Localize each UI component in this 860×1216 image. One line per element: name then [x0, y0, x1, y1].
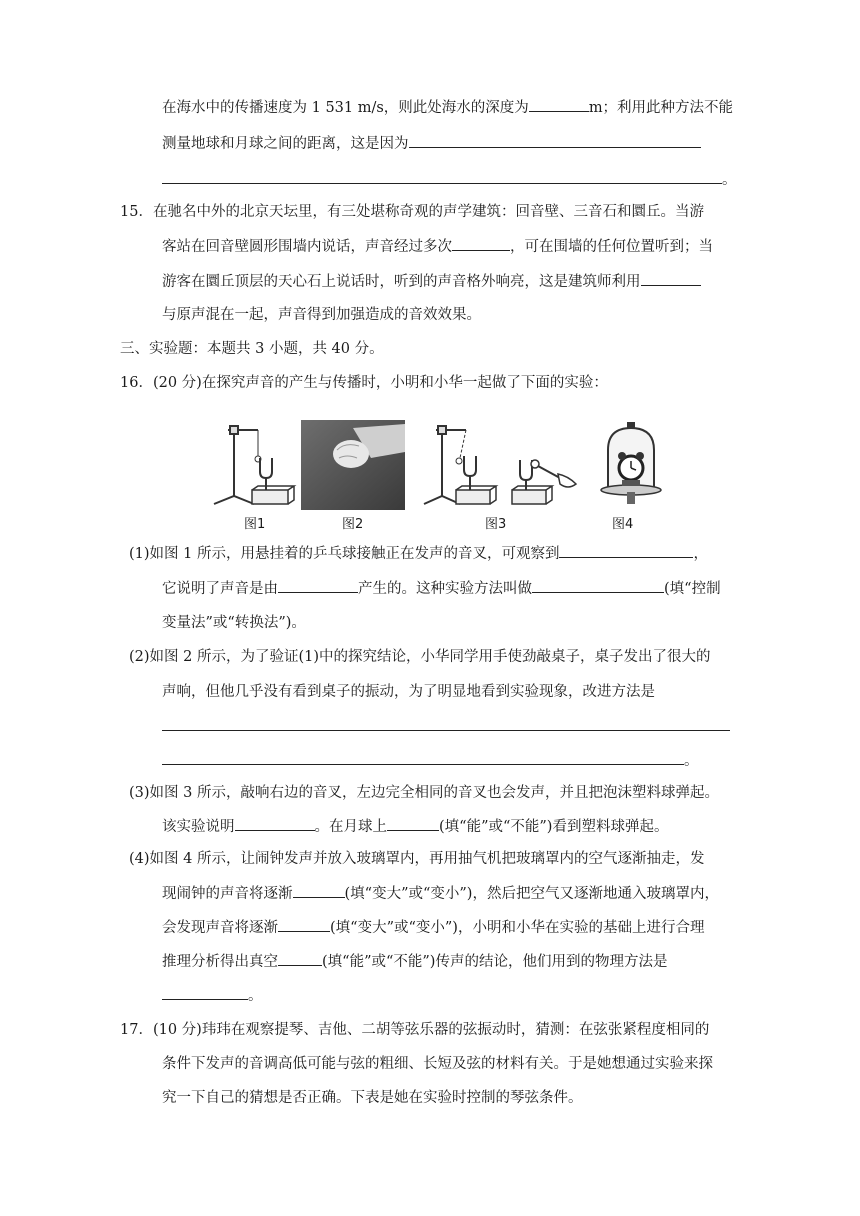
text-segment: 条件下发声的音调高低可能与弦的粗细、长短及弦的材料有关。于是她想通过实验来探: [162, 1056, 713, 1072]
text-segment: (填“变大”或“变小”)，然后把空气又逐渐地通入玻璃罩内，: [344, 886, 719, 902]
text-segment: 17．(10 分)玮玮在观察提琴、吉他、二胡等弦乐器的弦振动时，猜测：在弦张紧程度相同的: [120, 1022, 710, 1038]
text-segment: 。: [248, 988, 263, 1004]
answer-blank: [162, 716, 730, 731]
text-segment: (填“能”或“不能”)看到塑料球弹起。: [439, 819, 669, 835]
text-line: [162, 716, 730, 737]
text-segment: 在海水中的传播速度为 1 531 m/s，则此处海水的深度为: [162, 100, 529, 116]
text-segment: 会发现声音将逐渐: [162, 920, 278, 936]
text-segment: 它说明了声音是由: [162, 581, 278, 597]
text-segment: 。: [722, 172, 737, 188]
answer-blank: [641, 271, 701, 286]
text-line: [162, 271, 701, 292]
text-segment: 15．在驰名中外的北京天坛里，有三处堪称奇观的声学建筑：回音壁、三音石和圜丘。当游: [120, 204, 704, 220]
text-segment: 现闹钟的声音将逐渐: [162, 886, 293, 902]
text-line: [129, 849, 704, 869]
text-segment: 产生的。这种实验方法叫做: [358, 581, 532, 597]
answer-blank: [235, 816, 315, 831]
figure-2-caption: 图2: [342, 517, 364, 532]
text-line: [162, 816, 668, 837]
text-line: [162, 951, 667, 972]
answer-blank: [559, 543, 693, 558]
figure-1-illustration: [208, 420, 298, 512]
text-line: [120, 373, 608, 393]
text-segment: 三、实验题：本题共 3 小题，共 40 分。: [120, 341, 384, 357]
figure-1-caption: 图1: [244, 517, 266, 532]
text-line: [129, 783, 719, 803]
text-segment: 游客在圜丘顶层的天心石上说话时，听到的声音格外响亮，这是建筑师利用: [162, 274, 641, 290]
text-segment: (4)如图 4 所示，让闹钟发声并放入玻璃罩内，再用抽气机把玻璃罩内的空气逐渐抽走，发: [129, 851, 705, 867]
text-line: [129, 647, 711, 667]
answer-blank: [529, 97, 589, 112]
answer-blank: [278, 951, 322, 966]
text-segment: 。在月球上: [314, 819, 387, 835]
text-segment: 。: [684, 753, 699, 769]
text-line: [162, 750, 699, 771]
text-line: [162, 985, 263, 1006]
figure-2-photo: [301, 420, 405, 510]
text-line: [120, 339, 384, 359]
text-line: [162, 236, 713, 257]
text-line: [162, 169, 737, 190]
text-segment: (3)如图 3 所示，敲响右边的音叉，左边完全相同的音叉也会发声，并且把泡沫塑料球弹起。: [129, 785, 719, 801]
text-line: [120, 1020, 709, 1040]
answer-blank: [387, 816, 439, 831]
answer-blank: [278, 578, 358, 593]
answer-blank: [452, 236, 510, 251]
text-segment: 究一下自己的猜想是否正确。下表是她在实验时控制的琴弦条件。: [162, 1090, 583, 1106]
text-segment: m；利用此种方法不能: [588, 100, 734, 116]
text-line: [129, 543, 708, 564]
answer-blank: [162, 985, 248, 1000]
text-segment: 变量法”或“转换法”)。: [162, 615, 306, 631]
text-line: [162, 613, 306, 633]
text-segment: 该实验说明: [162, 819, 235, 835]
text-segment: (填“控制: [664, 581, 721, 597]
figure-4-illustration: [596, 420, 666, 512]
text-line: [120, 202, 704, 222]
text-line: [162, 305, 481, 325]
answer-blank: [162, 750, 684, 765]
figure-4-caption: 图4: [612, 517, 634, 532]
answer-blank: [532, 578, 664, 593]
text-segment: 与原声混在一起，声音得到加强造成的音效效果。: [162, 307, 481, 323]
text-segment: 推理分析得出真空: [162, 954, 278, 970]
text-segment: 16．(20 分)在探究声音的产生与传播时，小明和小华一起做了下面的实验：: [120, 375, 608, 391]
answer-blank: [162, 169, 722, 184]
text-line: [162, 133, 701, 154]
answer-blank: [409, 133, 701, 148]
figure-3-illustration: [418, 420, 588, 512]
text-line: [162, 917, 704, 938]
text-segment: ，: [693, 546, 708, 562]
answer-blank: [293, 883, 345, 898]
text-segment: (2)如图 2 所示，为了验证(1)中的探究结论，小华同学用手使劲敲桌子，桌子发出了很大的: [129, 649, 711, 665]
text-segment: ，可在围墙的任何位置听到；当: [510, 239, 713, 255]
text-line: [162, 578, 721, 599]
text-line: [162, 1054, 713, 1074]
text-segment: (填“变大”或“变小”)，小明和小华在实验的基础上进行合理: [330, 920, 705, 936]
text-line: [162, 883, 719, 904]
text-segment: 客站在回音壁圆形围墙内说话，声音经过多次: [162, 239, 452, 255]
text-segment: 测量地球和月球之间的距离，这是因为: [162, 136, 409, 152]
figure-3-caption: 图3: [485, 517, 507, 532]
answer-blank: [278, 917, 330, 932]
text-segment: (填“能”或“不能”)传声的结论，他们用到的物理方法是: [322, 954, 668, 970]
text-segment: (1)如图 1 所示，用悬挂着的乒乓球接触正在发声的音叉，可观察到: [129, 546, 560, 562]
text-segment: 声响，但他几乎没有看到桌子的振动，为了明显地看到实验现象，改进方法是: [162, 684, 655, 700]
text-line: [162, 682, 655, 702]
text-line: [162, 1088, 583, 1108]
text-line: [162, 97, 733, 118]
